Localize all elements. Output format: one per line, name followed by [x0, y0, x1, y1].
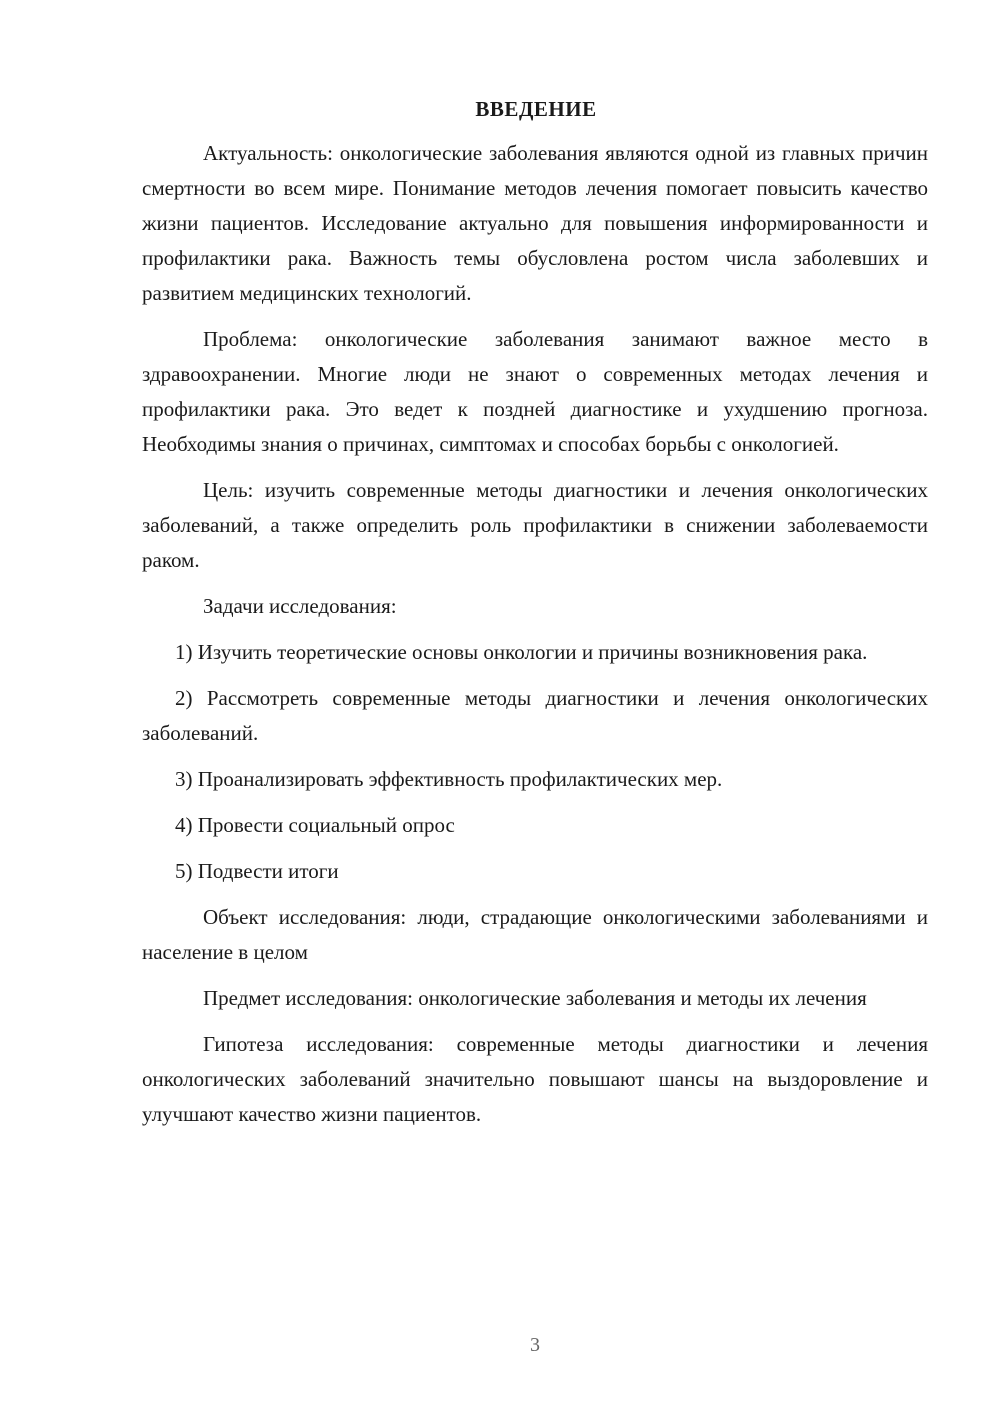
document-page: [142, 94, 928, 1132]
task-item-3: 3) Проанализировать эффективность профилактических мер.: [175, 767, 723, 791]
subject-paragraph: Предмет исследования: онкологические заболевания и методы их лечения: [203, 986, 867, 1010]
object-paragraph: Объект исследования: люди, страдающие онкологическими заболеваниями и население в целом: [142, 905, 928, 964]
relevance-paragraph: Актуальность: онкологические заболевания являются одной из главных причин смертности во всем мире. Понимание методов лечения помогает повысить качество жизни пациентов. Исследование актуально для повышения информированности и профилактики рака. Важность темы обусловлена ростом числа заболевших и развитием медицинских технологий.: [142, 141, 928, 305]
tasks-heading: Задачи исследования:: [203, 594, 397, 618]
problem-paragraph: Проблема: онкологические заболевания занимают важное место в здравоохранении. Многие люди не знают о современных методах лечения и профилактики рака. Это ведет к поздней диагностике и ухудшению прогноза. Необходимы знания о причинах, симптомах и способах борьбы с онкологией.: [142, 327, 928, 456]
goal-paragraph: Цель: изучить современные методы диагностики и лечения онкологических заболеваний, а также определить роль профилактики в снижении заболеваемости раком.: [142, 478, 928, 572]
page-title: ВВЕДЕНИЕ: [475, 97, 597, 121]
task-item-4: 4) Провести социальный опрос: [175, 813, 455, 837]
hypothesis-paragraph: Гипотеза исследования: современные методы диагностики и лечения онкологических заболеваний значительно повышают шансы на выздоровление и улучшают качество жизни пациентов.: [142, 1032, 928, 1126]
task-item-1: 1) Изучить теоретические основы онкологии и причины возникновения рака.: [175, 640, 868, 664]
task-item-2: 2) Рассмотреть современные методы диагностики и лечения онкологических заболеваний.: [142, 686, 928, 745]
task-item-5: 5) Подвести итоги: [175, 859, 339, 883]
page-number: 3: [530, 1334, 540, 1356]
